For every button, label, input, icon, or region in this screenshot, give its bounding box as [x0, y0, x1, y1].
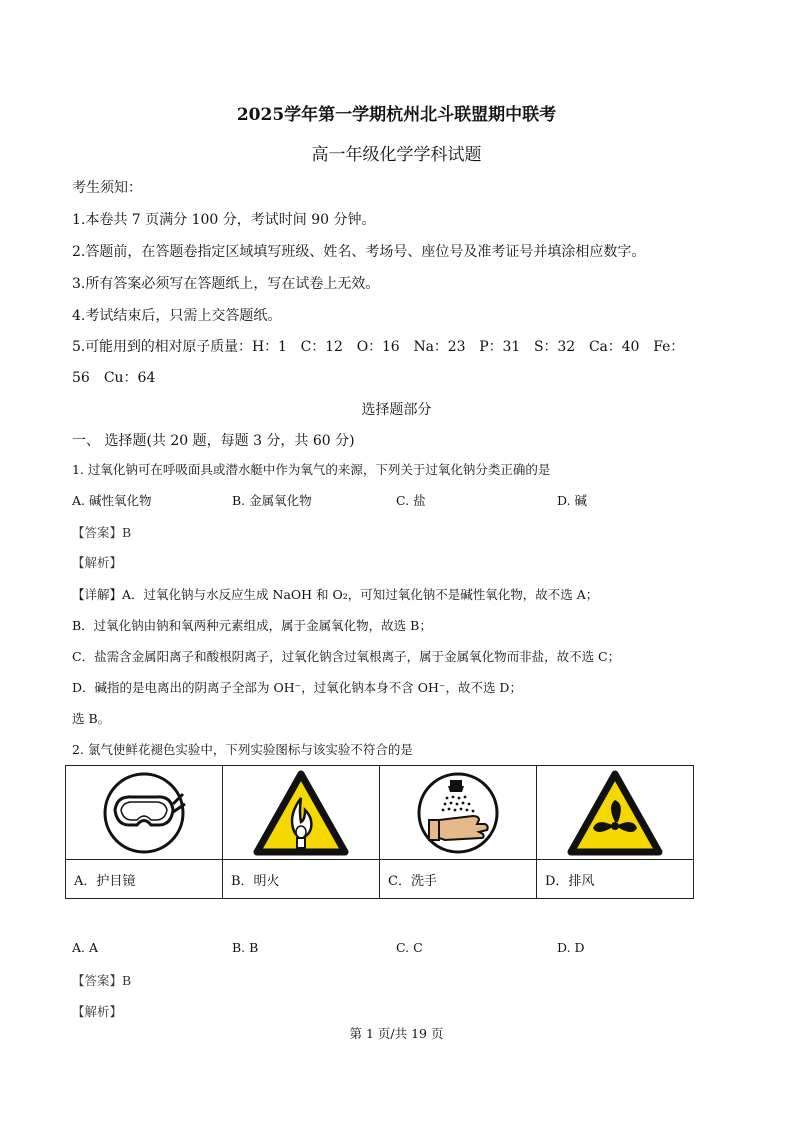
icon-cell — [223, 766, 380, 860]
exhaust-fan-icon — [567, 770, 663, 856]
icon-cell — [537, 766, 694, 860]
q2-option-d: D. D — [557, 940, 585, 955]
section-part-title: 选择题部分 — [361, 402, 432, 418]
q2-option-a: A. A — [72, 940, 99, 955]
section-heading: 一、 选择题(共 20 题，每题 3 分，共 60 分) — [72, 433, 355, 449]
q2-option-b: B. B — [232, 940, 259, 955]
q2-answer: 【答案】B — [72, 973, 132, 988]
q1-answer: 【答案】B — [72, 525, 132, 540]
question-1-stem: 1. 过氧化钠可在呼吸面具或潜水艇中作为氧气的来源，下列关于过氧化钠分类正确的是 — [72, 462, 551, 477]
icon-label-b: B．明火 — [223, 860, 380, 899]
q1-option-a: A. 碱性氧化物 — [72, 493, 152, 508]
notice-item: 1.本卷共 7 页满分 100 分，考试时间 90 分钟。 — [72, 212, 376, 228]
notice-item: 4.考试结束后，只需上交答题纸。 — [72, 308, 282, 324]
q1-analysis-label: 【解析】 — [72, 555, 123, 570]
notice-item: 3.所有答案必须写在答题纸上，写在试卷上无效。 — [72, 276, 380, 292]
q1-detail-line: C．盐需含金属阳离子和酸根阴离子，过氧化钠含过氧根离子，属于金属氧化物而非盐，故不选 C； — [72, 649, 621, 664]
notice-item: 5.可能用到的相对原子质量：H：1 C：12 O：16 Na：23 P：31 S：32 Ca：40 Fe： — [72, 339, 685, 355]
notice-heading: 考生须知： — [72, 180, 142, 196]
icon-label-d: D．排风 — [537, 860, 694, 899]
notice-item: 2.答题前，在答题卷指定区域填写班级、姓名、考场号、座位号及准考证号并填涂相应数字。 — [72, 244, 646, 260]
q1-detail-line: 【详解】A．过氧化钠与水反应生成 NaOH 和 O₂，可知过氧化钠不是碱性氧化物，故不选 A； — [72, 587, 599, 602]
question-2-stem: 2. 氯气使鲜花褪色实验中，下列实验图标与该实验不符合的是 — [72, 742, 413, 757]
q2-analysis-label: 【解析】 — [72, 1004, 123, 1019]
q2-option-c: C. C — [396, 940, 423, 955]
icon-cell — [380, 766, 537, 860]
q1-option-b: B. 金属氧化物 — [232, 493, 312, 508]
page-subtitle: 高一年级化学学科试题 — [311, 145, 482, 165]
hand-washing-icon — [415, 770, 501, 856]
q1-detail-line: 选 B。 — [72, 711, 111, 726]
q1-detail-line: D．碱指的是电离出的阴离子全部为 OH⁻，过氧化钠本身不含 OH⁻，故不选 D； — [72, 680, 522, 695]
page-title: 2025学年第一学期杭州北斗联盟期中联考 — [236, 105, 557, 125]
icon-label-c: C．洗手 — [380, 860, 537, 899]
q1-option-d: D. 碱 — [557, 493, 588, 508]
goggles-icon — [101, 770, 187, 856]
page-footer: 第 1 页/共 19 页 — [349, 1026, 444, 1041]
q1-option-c: C. 盐 — [396, 493, 426, 508]
notice-item: 56 Cu：64 — [72, 370, 156, 386]
icon-cell — [66, 766, 223, 860]
open-flame-icon — [253, 770, 349, 856]
q1-detail-line: B．过氧化钠由钠和氧两种元素组成，属于金属氧化物，故选 B； — [72, 618, 432, 633]
icon-label-a: A．护目镜 — [66, 860, 223, 899]
icon-table — [65, 765, 694, 899]
